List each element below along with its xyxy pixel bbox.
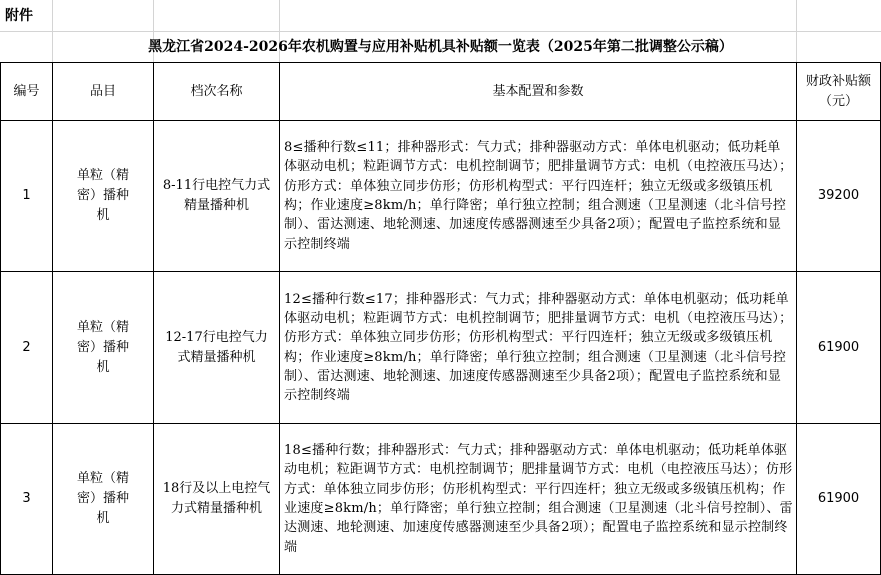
row-grade-name: 12-17行电控气力式精量播种机	[154, 272, 280, 424]
row-config: 12≤播种行数≤17；排种器形式：气力式；排种器驱动方式：单体电机驱动；低功耗单体驱动电机；粒距调节方式：电机控制调节；肥排量调节方式：电机（电控液压马达）；仿形方式：单体独立同步仿形；仿形机构型式：平行四连杆；独立无级或多级镇压机构；作业速度≥8km/h；单行降密；单行独立控制；组合测速（卫星测速（北斗信号控制）、雷达测速、地轮测速、加速度传感器测速至少具备2项）；配置电子监控系统和显示控制终端	[280, 272, 797, 424]
row-number: 2	[1, 272, 53, 424]
table-row	[1, 272, 881, 424]
row-category: 单粒（精密）播种机	[53, 121, 154, 272]
row-category: 单粒（精密）播种机	[53, 272, 154, 424]
header-config: 基本配置和参数	[280, 63, 797, 121]
row-config: 18≤播种行数；排种器形式：气力式；排种器驱动方式：单体电机驱动；低功耗单体驱动电机；粒距调节方式：电机控制调节；肥排量调节方式：电机（电控液压马达）；仿形方式：单体独立同步仿形；仿形机构型式：平行四连杆；独立无级或多级镇压机构；作业速度≥8km/h；单行降密；单行独立控制；组合测速（卫星测速（北斗信号控制）、雷达测速、地轮测速、加速度传感器测速至少具备2项）；配置电子监控系统和显示控制终端	[280, 424, 797, 575]
header-subsidy: 财政补贴额（元）	[797, 63, 881, 121]
row-subsidy: 61900	[797, 424, 881, 575]
row-number: 3	[1, 424, 53, 575]
row-config: 8≤播种行数≤11；排种器形式：气力式；排种器驱动方式：单体电机驱动；低功耗单体驱动电机；粒距调节方式：电机控制调节；肥排量调节方式：电机（电控液压马达）；仿形方式：单体独立同步仿形；仿形机构型式：平行四连杆；独立无级或多级镇压机构；作业速度≥8km/h；单行降密；单行独立控制；组合测速（卫星测速（北斗信号控制）、雷达测速、地轮测速、加速度传感器测速至少具备2项）；配置电子监控系统和显示控制终端	[280, 121, 797, 272]
header-grade-name: 档次名称	[154, 63, 280, 121]
subsidy-table	[0, 62, 881, 575]
row-grade-name: 18行及以上电控气力式精量播种机	[154, 424, 280, 575]
table-row	[1, 424, 881, 575]
row-number: 1	[1, 121, 53, 272]
attachment-label: 附件	[5, 8, 33, 24]
row-grade-name: 8-11行电控气力式精量播种机	[154, 121, 280, 272]
row-subsidy: 61900	[797, 272, 881, 424]
table-title: 黑龙江省2024-2026年农机购置与应用补贴机具补贴额一览表（2025年第二批调整公示稿）	[148, 39, 733, 55]
header-number: 编号	[1, 63, 53, 121]
row-subsidy: 39200	[797, 121, 881, 272]
table-row	[1, 121, 881, 272]
row-category: 单粒（精密）播种机	[53, 424, 154, 575]
header-category: 品目	[53, 63, 154, 121]
header-row	[1, 63, 881, 121]
